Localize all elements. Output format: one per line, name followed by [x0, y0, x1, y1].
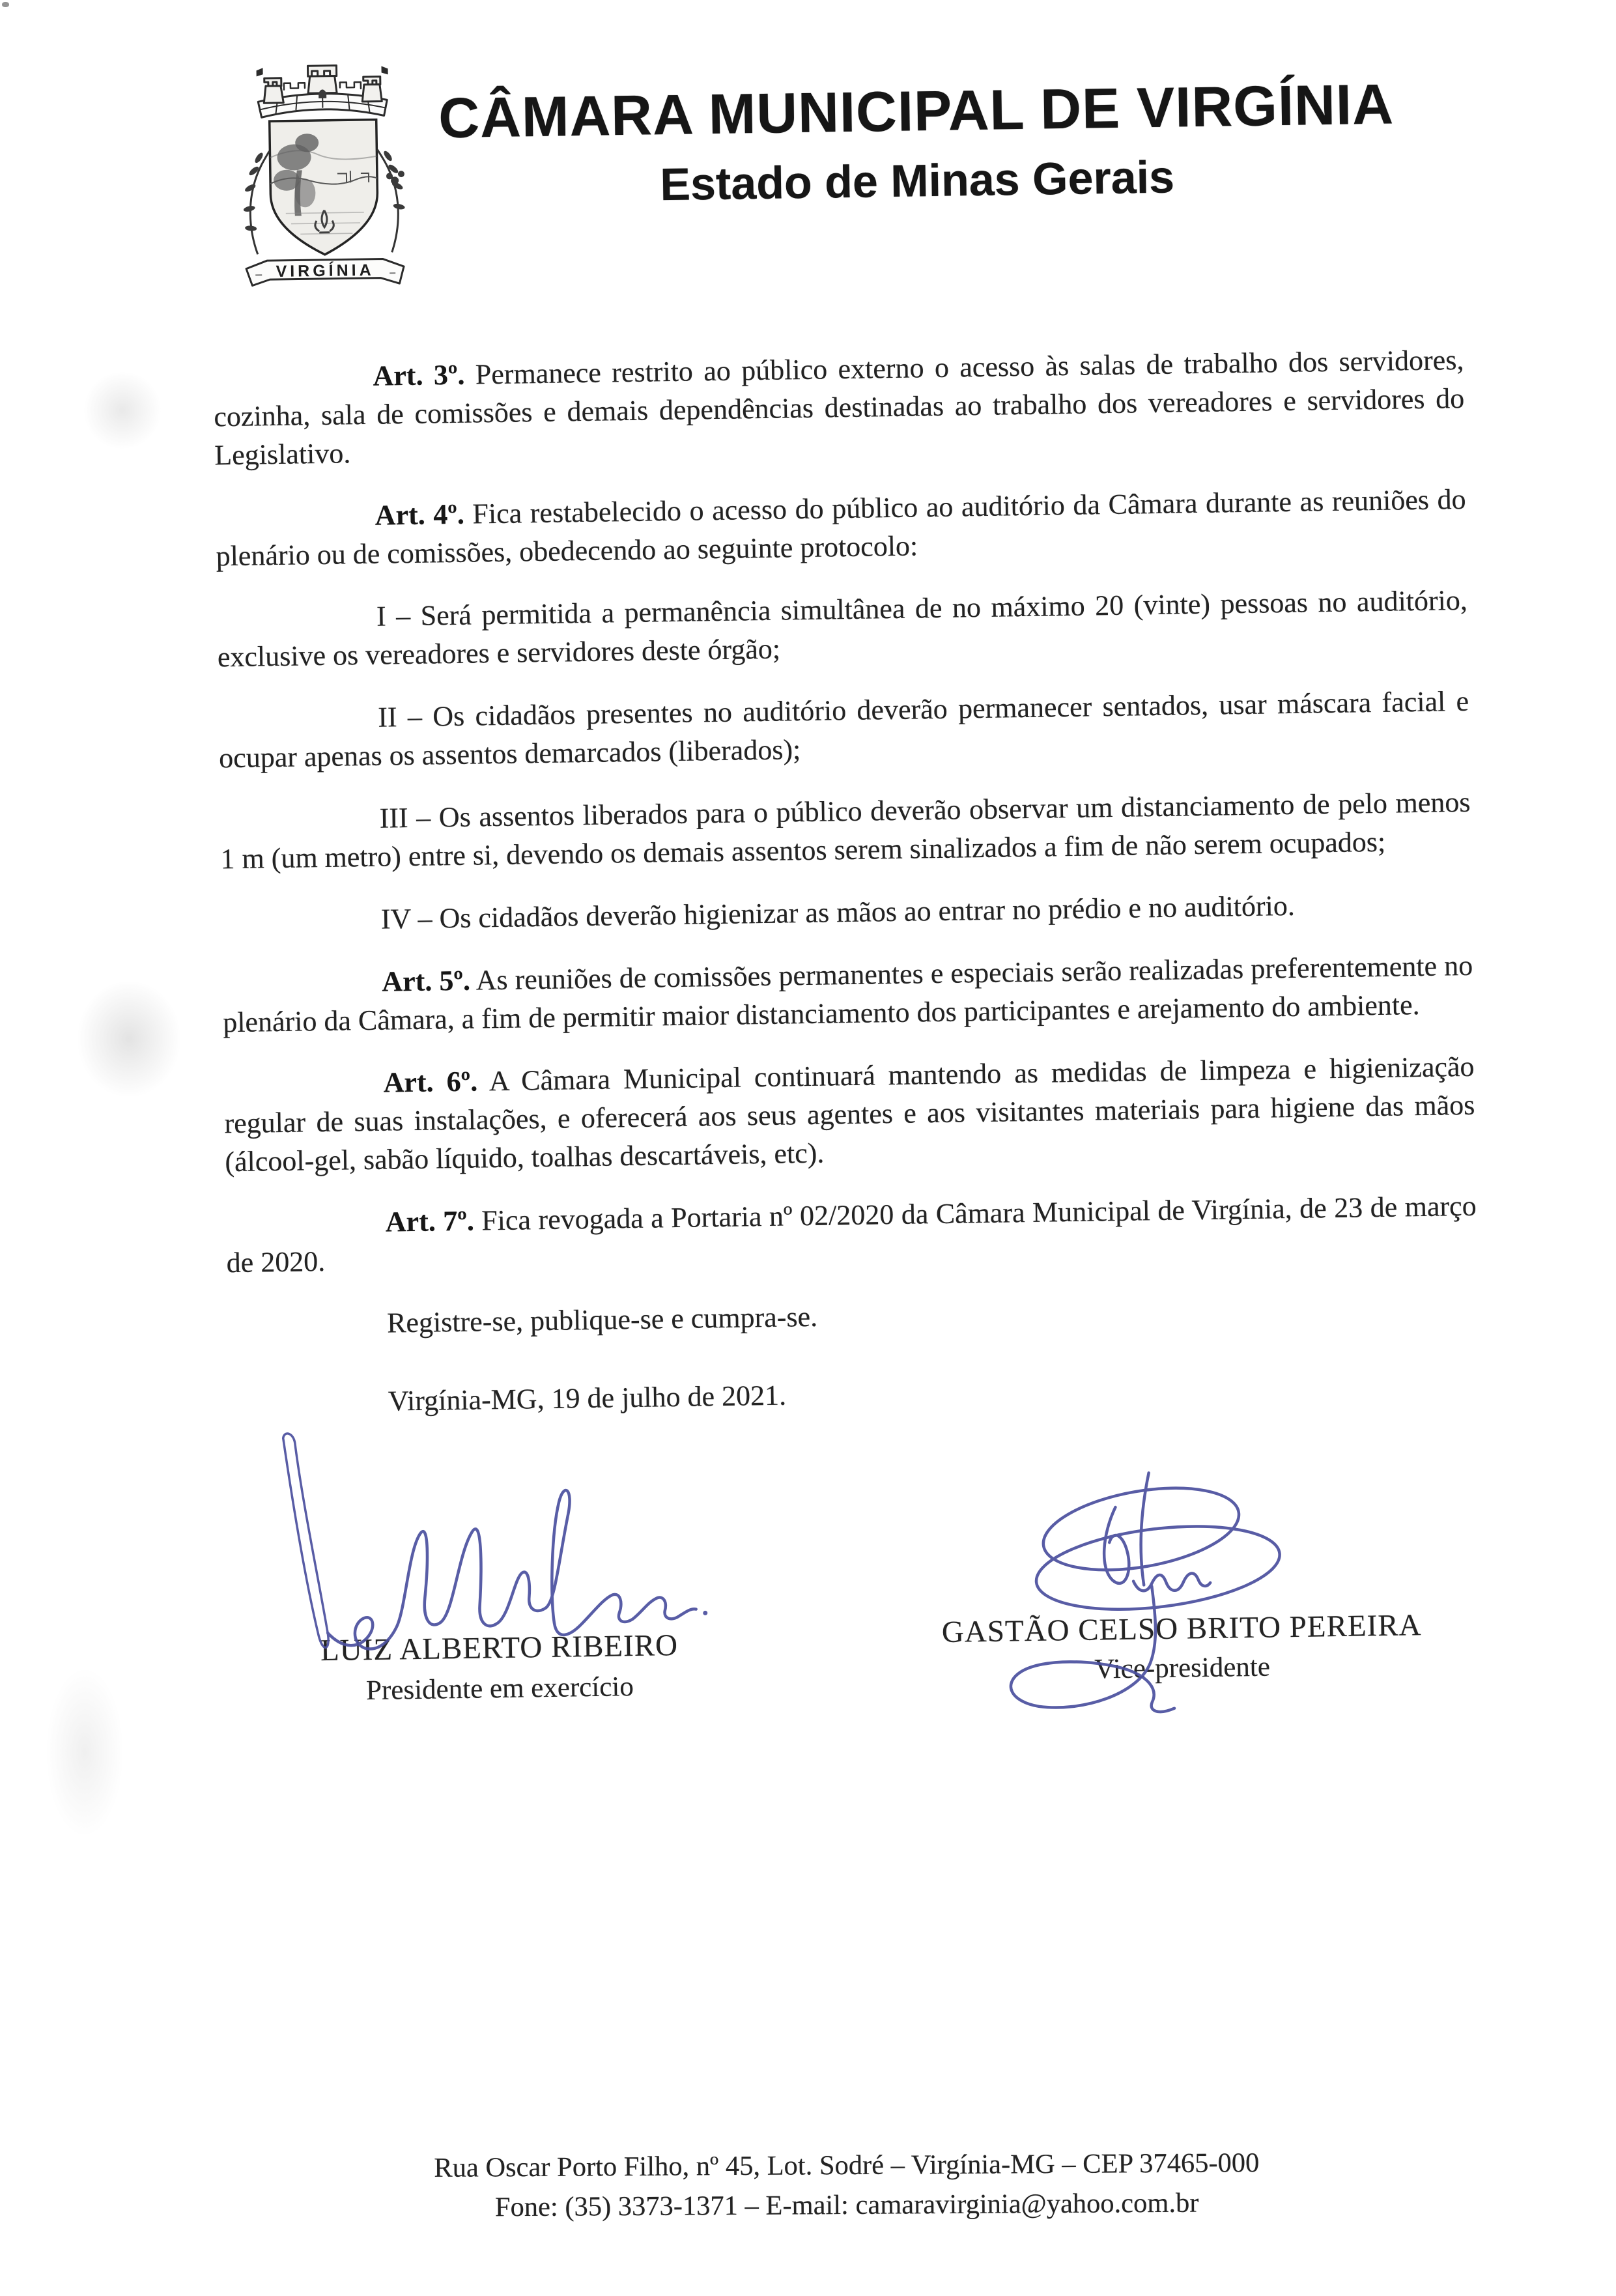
article-text: Permanece restrito ao público externo o acesso às salas de trabalho dos servidores, cozinha, sala de comissões e demais dependências destinadas ao trabalho dos vereadores e servidores do Legislativo.: [214, 343, 1465, 472]
article-text: Fica revogada a Portaria nº 02/2020 da Câmara Municipal de Virgínia, de 23 de março de 2020.: [226, 1189, 1477, 1279]
footer-contact: Fone: (35) 3373-1371 – E-mail: camaravirginia@yahoo.com.br: [494, 2187, 1199, 2223]
article-item: [221, 884, 1472, 941]
article-text: Fica restabelecido o acesso do público ao auditório da Câmara durante as reuniões do plenário ou de comissões, obedecendo ao seguinte protocolo:: [216, 483, 1466, 573]
article-text: II – Os cidadãos presentes no auditório deverão permanecer sentados, usar máscara facial e ocupar apenas os assentos demarcados (liberados);: [218, 685, 1469, 774]
org-title: CÂMARA MUNICIPAL DE VIRGÍNIA: [438, 72, 1395, 150]
article-label: Art. 5º.: [381, 964, 471, 998]
signature-scribble-right: [981, 1467, 1314, 1722]
article-item: [220, 783, 1471, 878]
article-item: [218, 682, 1470, 777]
article-paragraph: [223, 1047, 1475, 1181]
article-item: [217, 581, 1469, 676]
article-paragraph: [222, 946, 1474, 1042]
signer-role-left: Presidente em exercício: [365, 1671, 634, 1707]
coat-of-arms-icon: [238, 58, 409, 290]
footer: [221, 2142, 1473, 2229]
scan-speck: [2, 2, 9, 7]
closing-formula: Registre-se, publique-se e cumpra-se.: [386, 1300, 818, 1339]
article-paragraph: [225, 1187, 1477, 1282]
article-text: As reuniões de comissões permanentes e especiais serão realizadas preferentemente no plenário da Câmara, a fim de permitir maior distanciamento dos participantes e arejamento do ambiente.: [222, 949, 1473, 1039]
footer-address: Rua Oscar Porto Filho, nº 45, Lot. Sodré – Virgínia-MG – CEP 37465-000: [434, 2147, 1260, 2183]
document-body: [213, 341, 1479, 1423]
article-label: Art. 7º.: [385, 1204, 475, 1238]
org-subtitle: Estado de Minas Gerais: [659, 151, 1175, 210]
letterhead: [434, 74, 1400, 210]
article-text: III – Os assentos liberados para o público deverão observar um distanciamento de pelo menos 1 m (um metro) entre si, devendo os demais assentos serem sinalizados a fim de não serem ocupados;: [220, 786, 1471, 875]
signer-name-left: LUIZ ALBERTO RIBEIRO: [320, 1628, 679, 1668]
article-text: A Câmara Municipal continuará mantendo as medidas de limpeza e higienização regular de suas instalações, e oferecerá aos seus agentes e aos visitantes materiais para higiene das mãos (álcool-gel, sabão líquido, toalhas descartáveis, etc).: [224, 1050, 1475, 1178]
crest-banner-label: VIRGÍNIA: [276, 261, 375, 281]
article-text: IV – Os cidadãos deverão higienizar as mãos ao entrar no prédio e no auditório.: [380, 889, 1296, 935]
dateline: Virgínia-MG, 19 de julho de 2021.: [388, 1379, 787, 1417]
article-paragraph: [215, 480, 1467, 575]
article-label: Art. 3º.: [373, 358, 465, 392]
article-text: I – Será permitida a permanência simultânea de no máximo 20 (vinte) pessoas no auditório, exclusive os vereadores e servidores deste órgão;: [217, 584, 1468, 673]
signer-role-right: Vice-presidente: [1094, 1651, 1271, 1685]
article-label: Art. 4º.: [375, 498, 465, 531]
article-paragraph: [213, 341, 1465, 474]
signature-scribble-left: [272, 1423, 731, 1658]
article-label: Art. 6º.: [383, 1065, 478, 1099]
signer-name-right: GASTÃO CELSO BRITO PEREIRA: [941, 1608, 1422, 1650]
